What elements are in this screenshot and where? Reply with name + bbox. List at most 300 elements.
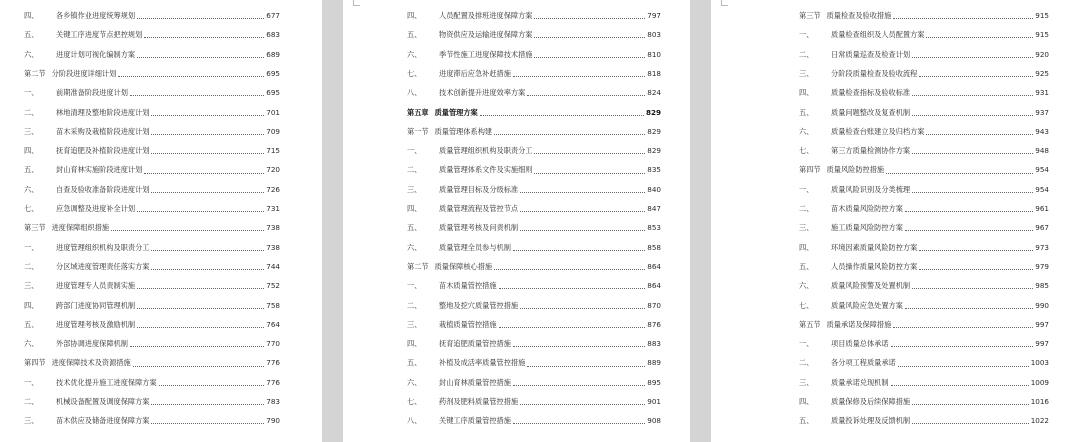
toc-entry-title: 苗木质量风险防控方案 — [831, 204, 903, 213]
toc-leader-dots — [151, 415, 264, 424]
toc-entry-number: 八、 — [407, 88, 422, 98]
toc-leader-dots — [137, 300, 264, 309]
toc-entry-number: 二、 — [24, 397, 39, 406]
toc-entry[interactable] — [407, 141, 661, 160]
toc-entry[interactable] — [799, 160, 1049, 179]
toc-entry[interactable] — [24, 103, 280, 122]
toc-entry-page-number: 758 — [266, 300, 280, 310]
toc-entry[interactable] — [799, 218, 1049, 237]
toc-entry-page-number: 979 — [1035, 261, 1049, 271]
toc-entry[interactable] — [799, 25, 1049, 44]
toc-entry-number: 六、 — [24, 49, 39, 59]
toc-entry-title: 进度管理专人员责制实施 — [56, 281, 136, 291]
toc-entry[interactable] — [24, 392, 280, 411]
toc-entry-page-number: 829 — [645, 107, 661, 117]
toc-entry-page-number: 931 — [1035, 88, 1049, 98]
toc-entry-title: 药剂及肥料质量管控措施 — [439, 397, 519, 406]
toc-entry-number: 五、 — [407, 223, 422, 233]
toc-leader-dots — [130, 87, 264, 96]
toc-leader-dots — [534, 10, 645, 19]
toc-entry-title: 质量保修及后续保障措施 — [831, 397, 911, 406]
toc-entry-number: 四、 — [24, 146, 39, 156]
toc-entry[interactable] — [407, 25, 661, 44]
toc-entry-title: 林地清理及整地阶段进度计划 — [56, 107, 150, 117]
toc-leader-dots — [137, 49, 264, 58]
toc-entry-number: 二、 — [407, 300, 422, 310]
toc-entry-page-number: 864 — [647, 261, 661, 271]
toc-entry-title: 跨部门进度协同管理机制 — [56, 300, 136, 310]
toc-leader-dots — [513, 242, 645, 251]
toc-entry-number: 二、 — [799, 49, 814, 59]
toc-entry-title: 分阶段进度详细计划 — [51, 68, 117, 78]
toc-entry-title: 质量管理流程及管控节点 — [439, 204, 519, 213]
toc-entry-number: 四、 — [407, 11, 422, 20]
toc-entry-number: 五、 — [24, 30, 39, 40]
toc-entry[interactable] — [799, 199, 1049, 218]
toc-entry-page-number: 824 — [647, 88, 661, 98]
toc-entry-page-number: 901 — [647, 397, 661, 406]
toc-entry[interactable] — [407, 83, 661, 102]
toc-entry[interactable] — [407, 238, 661, 257]
toc-leader-dots — [912, 396, 1029, 405]
toc-entry-number: 六、 — [799, 126, 814, 136]
toc-leader-dots — [151, 396, 264, 405]
toc-entry-number: 第五章 — [407, 107, 429, 117]
toc-entry-page-number: 876 — [647, 319, 661, 329]
toc-leader-dots — [151, 145, 264, 154]
toc-entry[interactable] — [24, 141, 280, 160]
toc-entry-page-number: 920 — [1035, 49, 1049, 59]
toc-leader-dots — [513, 415, 645, 424]
toc-entry-number: 六、 — [799, 281, 814, 291]
toc-entry-page-number: 840 — [647, 184, 661, 194]
toc-leader-dots — [912, 87, 1033, 96]
toc-entry-title: 苗木质量管控措施 — [439, 281, 497, 291]
toc-leader-dots — [480, 107, 644, 116]
toc-entry-number: 第二节 — [24, 68, 46, 78]
toc-entry-page-number: 803 — [647, 30, 661, 40]
toc-leader-dots — [534, 145, 645, 154]
toc-entry-title: 人员操作质量风险防控方案 — [831, 261, 918, 271]
toc-entry-page-number: 990 — [1035, 300, 1049, 310]
toc-entry-number: 七、 — [24, 204, 39, 213]
toc-entry[interactable] — [799, 83, 1049, 102]
toc-entry[interactable] — [799, 392, 1049, 411]
toc-entry[interactable] — [799, 45, 1049, 64]
toc-entry-title: 质量管理目标及分级标准 — [439, 184, 519, 194]
toc-entry[interactable] — [799, 122, 1049, 141]
toc-entry-number: 三、 — [407, 319, 422, 329]
toc-entry-title: 质量管理考核及问责机制 — [439, 223, 519, 233]
toc-entry-page-number: 954 — [1035, 184, 1049, 194]
toc-entry-number: 四、 — [24, 11, 39, 20]
toc-entry-number: 一、 — [24, 88, 39, 98]
toc-entry-title: 质量检查及验收措施 — [826, 11, 892, 20]
toc-entry[interactable] — [24, 83, 280, 102]
toc-entry-title: 机械设备配置及调度保障方案 — [56, 397, 150, 406]
toc-entry[interactable] — [24, 218, 280, 237]
toc-leader-dots — [527, 358, 645, 367]
toc-leader-dots — [159, 377, 265, 386]
toc-entry-title: 关键工序进度节点把控规划 — [56, 30, 143, 40]
toc-entry[interactable] — [799, 276, 1049, 295]
toc-entry-number: 三、 — [799, 68, 814, 78]
toc-entry[interactable] — [799, 238, 1049, 257]
toc-entry-page-number: 954 — [1035, 165, 1049, 175]
toc-entry[interactable] — [24, 373, 280, 392]
toc-leader-dots — [912, 280, 1033, 289]
toc-entry-page-number: 870 — [647, 300, 661, 310]
toc-leader-dots — [111, 222, 264, 231]
toc-entry[interactable] — [24, 315, 280, 334]
toc-leader-dots — [893, 319, 1033, 328]
toc-entry-page-number: 937 — [1035, 107, 1049, 117]
toc-entry[interactable] — [407, 180, 661, 199]
toc-entry[interactable] — [799, 353, 1049, 372]
toc-entry[interactable] — [407, 45, 661, 64]
toc-leader-dots — [137, 319, 264, 328]
toc-entry[interactable] — [799, 411, 1049, 430]
toc-entry[interactable] — [799, 257, 1049, 276]
toc-leader-dots — [527, 87, 645, 96]
toc-entry-page-number: 797 — [647, 11, 661, 20]
toc-entry[interactable] — [24, 334, 280, 353]
toc-entry-page-number: 973 — [1035, 242, 1049, 252]
toc-entry-title: 物资供应及运输进度保障方案 — [439, 30, 533, 40]
toc-entry-title: 整地及挖穴质量管控措施 — [439, 300, 519, 310]
toc-entry-number: 四、 — [799, 88, 814, 98]
toc-leader-dots — [137, 10, 264, 19]
toc-entry-title: 质量投诉处理及反馈机制 — [831, 416, 911, 426]
toc-entry-number: 二、 — [407, 165, 422, 175]
toc-entry-title: 封山育林实施阶段进度计划 — [56, 165, 143, 175]
toc-entry[interactable] — [407, 199, 661, 218]
toc-entry-number: 四、 — [799, 397, 814, 406]
toc-entry-number: 三、 — [24, 416, 39, 426]
toc-entry-number: 第四节 — [799, 165, 821, 175]
toc-leader-dots — [133, 358, 265, 367]
toc-entry-page-number: 764 — [266, 319, 280, 329]
toc-entry[interactable] — [407, 218, 661, 237]
toc-leader-dots — [520, 396, 645, 405]
toc-entry-page-number: 829 — [647, 126, 661, 136]
toc-entry-title: 质量保障核心措施 — [434, 261, 493, 271]
toc-entry-page-number: 835 — [647, 165, 661, 175]
toc-entry[interactable] — [407, 64, 661, 83]
toc-entry[interactable] — [24, 238, 280, 257]
toc-entry-number: 五、 — [24, 165, 39, 175]
toc-entry-page-number: 1003 — [1030, 358, 1049, 368]
toc-entry-title: 栽植质量管控措施 — [439, 319, 497, 329]
toc-entry[interactable] — [407, 276, 661, 295]
toc-entry-page-number: 776 — [266, 358, 280, 368]
toc-entry-title: 第三方质量检测协作方案 — [831, 146, 911, 156]
toc-entry[interactable] — [24, 276, 280, 295]
toc-leader-dots — [919, 68, 1033, 77]
toc-entry-page-number: 744 — [266, 261, 280, 271]
toc-entry-number: 一、 — [24, 242, 39, 252]
toc-entry-page-number: 731 — [266, 204, 280, 213]
toc-entry-number: 七、 — [799, 146, 814, 156]
toc-entry-title: 质量风险应急处置方案 — [831, 300, 903, 310]
toc-entry-number: 一、 — [407, 281, 422, 291]
toc-entry-number: 第五节 — [799, 319, 821, 329]
toc-entry-number: 四、 — [799, 242, 814, 252]
toc-leader-dots — [912, 145, 1033, 154]
toc-entry[interactable] — [407, 257, 661, 276]
toc-entry-number: 一、 — [799, 30, 814, 40]
toc-entry-title: 进度计划可视化编制方案 — [56, 49, 136, 59]
toc-leader-dots — [893, 10, 1033, 19]
toc-entry[interactable] — [407, 103, 661, 122]
toc-entry-number: 二、 — [24, 261, 39, 271]
toc-entry-number: 第四节 — [24, 358, 46, 368]
toc-entry-page-number: 967 — [1035, 223, 1049, 233]
toc-entry[interactable] — [24, 25, 280, 44]
toc-entry-page-number: 847 — [647, 204, 661, 213]
toc-entry-number: 一、 — [24, 377, 39, 387]
toc-entry-page-number: 925 — [1035, 68, 1049, 78]
toc-leader-dots — [151, 107, 264, 116]
toc-leader-dots — [520, 203, 645, 212]
toc-entry-title: 人员配置及排班进度保障方案 — [439, 11, 533, 20]
toc-entry-title: 应急调整及进度补全计划 — [56, 204, 136, 213]
toc-entry[interactable] — [24, 6, 280, 25]
toc-entry-number: 第三节 — [24, 223, 46, 233]
toc-entry[interactable] — [24, 296, 280, 315]
toc-entry-title: 技术创新提升进度效率方案 — [439, 88, 526, 98]
toc-entry-page-number: 864 — [647, 281, 661, 291]
toc-entry[interactable] — [407, 411, 661, 430]
toc-entry-number: 第三节 — [799, 11, 821, 20]
toc-entry-page-number: 701 — [266, 107, 280, 117]
toc-entry-page-number: 770 — [266, 339, 280, 349]
toc-entry-number: 七、 — [407, 397, 422, 406]
toc-entry-title: 各乡镇作业进度统筹规划 — [56, 11, 136, 20]
toc-entry-page-number: 790 — [266, 416, 280, 426]
toc-entry-title: 抚育追肥及补植阶段进度计划 — [56, 146, 150, 156]
toc-entry-title: 外部协调进度保障机制 — [56, 339, 128, 349]
toc-leader-dots — [499, 280, 646, 289]
toc-page-3 — [711, 0, 1080, 442]
toc-entry[interactable] — [24, 64, 280, 83]
toc-entry-title: 施工质量风险防控方案 — [831, 223, 903, 233]
toc-leader-dots — [513, 68, 645, 77]
toc-entry-number: 四、 — [407, 339, 422, 349]
toc-entry-number: 一、 — [799, 339, 814, 349]
toc-leader-dots — [513, 338, 645, 347]
toc-page-1 — [0, 0, 322, 442]
toc-entry[interactable] — [799, 315, 1049, 334]
toc-entry-title: 质量检查组织及人员配置方案 — [831, 30, 925, 40]
toc-entry-page-number: 738 — [266, 223, 280, 233]
toc-entry-page-number: 858 — [647, 242, 661, 252]
toc-entry-page-number: 889 — [647, 358, 661, 368]
toc-leader-dots — [499, 319, 646, 328]
toc-leader-dots — [912, 415, 1029, 424]
toc-entry-title: 季节性施工进度保障技术措施 — [439, 49, 533, 59]
toc-entry-title: 进度管理组织机构及职责分工 — [56, 242, 150, 252]
toc-entry-page-number: 883 — [647, 339, 661, 349]
toc-entry-title: 质量问题整改及复查机制 — [831, 107, 911, 117]
toc-entry-page-number: 997 — [1035, 339, 1049, 349]
toc-entry-page-number: 829 — [647, 146, 661, 156]
toc-entry-title: 质量管理全员参与机制 — [439, 242, 511, 252]
toc-entry[interactable] — [799, 141, 1049, 160]
toc-leader-dots — [118, 68, 264, 77]
toc-entry-title: 自查及验收准备阶段进度计划 — [56, 184, 150, 194]
toc-entry-number: 一、 — [407, 146, 422, 156]
toc-entry-page-number: 695 — [266, 68, 280, 78]
toc-leader-dots — [151, 126, 264, 135]
toc-entry-number: 六、 — [407, 377, 422, 387]
toc-entry-number: 三、 — [407, 184, 422, 194]
toc-leader-dots — [891, 338, 1034, 347]
toc-entry-page-number: 997 — [1035, 319, 1049, 329]
toc-entry-title: 质量检查指标及验收标准 — [831, 88, 911, 98]
toc-entry-page-number: 961 — [1035, 204, 1049, 213]
toc-entry-number: 八、 — [407, 416, 422, 426]
toc-entry-title: 质量风险识别及分类梳理 — [831, 184, 911, 194]
toc-entry[interactable] — [799, 103, 1049, 122]
toc-entry-page-number: 1009 — [1030, 377, 1049, 387]
toc-entry[interactable] — [407, 353, 661, 372]
toc-entry[interactable] — [799, 64, 1049, 83]
toc-leader-dots — [494, 126, 645, 135]
toc-entry[interactable] — [24, 353, 280, 372]
toc-entry[interactable] — [407, 392, 661, 411]
toc-leader-dots — [520, 184, 645, 193]
toc-entry-page-number: 683 — [266, 30, 280, 40]
toc-entry-page-number: 783 — [266, 397, 280, 406]
toc-leader-dots — [891, 377, 1029, 386]
toc-leader-dots — [912, 49, 1033, 58]
toc-entry[interactable] — [407, 6, 661, 25]
toc-entry-number: 六、 — [24, 184, 39, 194]
toc-entry-number: 一、 — [799, 184, 814, 194]
toc-entry-title: 关键工序质量管控措施 — [439, 416, 511, 426]
toc-leader-dots — [898, 358, 1029, 367]
toc-entry-number: 五、 — [799, 416, 814, 426]
toc-entry-number: 五、 — [24, 319, 39, 329]
toc-leader-dots — [905, 222, 1033, 231]
toc-entry-title: 质量检查台账建立及归档方案 — [831, 126, 925, 136]
toc-entry[interactable] — [24, 180, 280, 199]
toc-entry-title: 前期准备阶段进度计划 — [56, 88, 128, 98]
toc-entry[interactable] — [407, 122, 661, 141]
toc-leader-dots — [905, 300, 1033, 309]
page-corner-mark — [353, 0, 360, 6]
toc-entry-page-number: 776 — [266, 377, 280, 387]
toc-leader-dots — [534, 29, 645, 38]
toc-entry[interactable] — [24, 257, 280, 276]
toc-entry-page-number: 943 — [1035, 126, 1049, 136]
toc-leader-dots — [151, 242, 264, 251]
toc-entry-title: 质量承诺兑现机制 — [831, 377, 889, 387]
toc-entry-number: 二、 — [799, 204, 814, 213]
toc-leader-dots — [130, 338, 264, 347]
toc-entry-page-number: 752 — [266, 281, 280, 291]
toc-entry-page-number: 695 — [266, 88, 280, 98]
toc-entry[interactable] — [407, 160, 661, 179]
page-corner-mark — [721, 0, 728, 6]
toc-entry[interactable] — [799, 180, 1049, 199]
toc-leader-dots — [919, 242, 1033, 251]
toc-entry-page-number: 985 — [1035, 281, 1049, 291]
toc-entry-page-number: 810 — [647, 49, 661, 59]
toc-entry[interactable] — [799, 334, 1049, 353]
toc-entry-number: 五、 — [799, 261, 814, 271]
toc-leader-dots — [137, 203, 264, 212]
toc-entry-number: 四、 — [24, 300, 39, 310]
toc-leader-dots — [520, 300, 645, 309]
toc-entry-page-number: 720 — [266, 165, 280, 175]
toc-entry[interactable] — [24, 122, 280, 141]
toc-entry-page-number: 895 — [647, 377, 661, 387]
toc-entry-number: 七、 — [407, 68, 422, 78]
toc-entry-title: 进度保障技术及资源措施 — [51, 358, 131, 368]
toc-entry[interactable] — [24, 160, 280, 179]
toc-entry-number: 五、 — [407, 358, 422, 368]
toc-entry-title: 补植及成活率质量管控措施 — [439, 358, 526, 368]
toc-page-2 — [343, 0, 690, 442]
toc-entry-page-number: 853 — [647, 223, 661, 233]
toc-entry-number: 二、 — [799, 358, 814, 368]
toc-entry-title: 苗木供应及储备进度保障方案 — [56, 416, 150, 426]
toc-entry-number: 二、 — [24, 107, 39, 117]
toc-entry-page-number: 677 — [266, 11, 280, 20]
toc-leader-dots — [534, 49, 645, 58]
toc-entry[interactable] — [799, 296, 1049, 315]
toc-entry[interactable] — [407, 296, 661, 315]
toc-entry-title: 进度管理考核及激励机制 — [56, 319, 136, 329]
toc-entry-title: 质量管理方案 — [434, 107, 478, 117]
toc-entry-page-number: 1016 — [1030, 397, 1049, 406]
toc-entry[interactable] — [799, 373, 1049, 392]
toc-entry-title: 进度滞后应急补赶措施 — [439, 68, 511, 78]
toc-entry-number: 三、 — [24, 126, 39, 136]
toc-entry-number: 三、 — [799, 377, 814, 387]
toc-entry[interactable] — [407, 315, 661, 334]
toc-entry-page-number: 715 — [266, 146, 280, 156]
toc-entry[interactable] — [407, 334, 661, 353]
toc-entry-title: 各分项工程质量承诺 — [831, 358, 896, 368]
toc-entry-title: 质量管理组织机构及职责分工 — [439, 146, 533, 156]
toc-leader-dots — [520, 222, 645, 231]
toc-leader-dots — [144, 165, 264, 174]
toc-entry-number: 三、 — [24, 281, 39, 291]
toc-entry[interactable] — [799, 6, 1049, 25]
toc-entry-title: 质量承诺及保障措施 — [826, 319, 892, 329]
toc-entry-number: 六、 — [24, 339, 39, 349]
toc-leader-dots — [905, 203, 1033, 212]
toc-entry-page-number: 726 — [266, 184, 280, 194]
toc-entry-title: 日常质量巡查及检查计划 — [831, 49, 911, 59]
toc-entry-title: 质量管理体系构建 — [434, 126, 493, 136]
toc-leader-dots — [144, 29, 264, 38]
toc-entry[interactable] — [24, 45, 280, 64]
toc-leader-dots — [919, 261, 1033, 270]
toc-entry[interactable] — [24, 411, 280, 430]
toc-entry[interactable] — [407, 373, 661, 392]
toc-entry-page-number: 915 — [1035, 11, 1049, 20]
toc-entry-title: 质量风险防控措施 — [826, 165, 885, 175]
toc-entry[interactable] — [24, 199, 280, 218]
toc-leader-dots — [926, 29, 1033, 38]
toc-leader-dots — [137, 280, 264, 289]
toc-entry-number: 三、 — [799, 223, 814, 233]
toc-entry-title: 抚育追肥质量管控措施 — [439, 339, 511, 349]
